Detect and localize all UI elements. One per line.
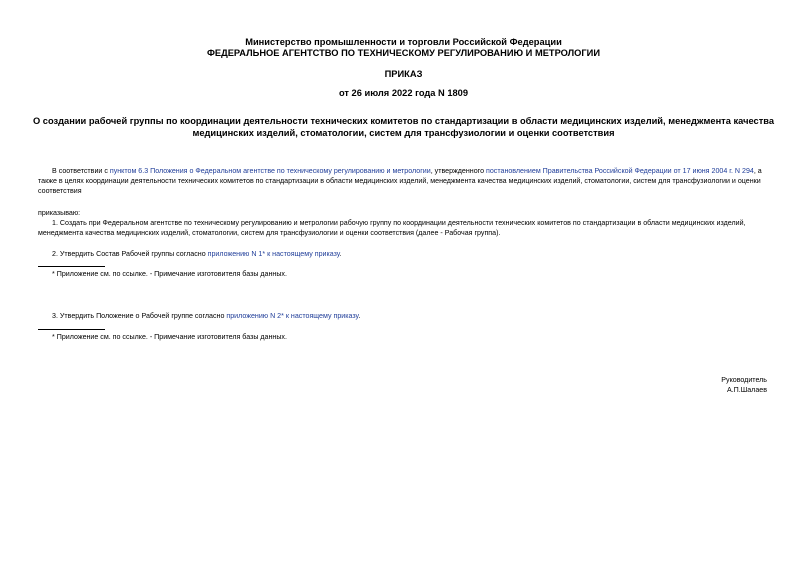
item-3 — [38, 311, 768, 321]
intro-text-3: , а также в целях координации деятельности технических комитетов по стандартизации в области медицинских изделий, менеджмента качества медицинских изделий, стоматологии, систем для трансфузиологии и оценки соответствия — [38, 167, 762, 195]
document-title: О создании рабочей группы по координации деятельности технических комитетов по стандартизации в области медицинских изделий, менеджмента качества медицинских изделий, стоматологии, систем для трансфузиологии и оценки соответствия — [32, 116, 775, 138]
item-1: 1. Создать при Федеральном агентстве по техническому регулированию и метрологии рабочую группу по координации деятельности технических комитетов по стандартизации в области медицинских изделий, менеджмента качества медицинских изделий, стоматологии, систем для трансфузиологии и оценки соответствия (далее - Рабочая группа). — [38, 219, 746, 237]
signature-position: Руководитель — [721, 376, 767, 384]
regulation-link[interactable]: пунктом 6.3 Положения о Федеральном агентстве по техническому регулированию и метрологии — [109, 167, 431, 175]
government-decree-link[interactable]: постановлением Правительства Российской Федерации от 17 июня 2004 г. N 294 — [486, 167, 754, 175]
footnote-2: * Приложение см. по ссылке. - Примечание изготовителя базы данных. — [52, 333, 287, 341]
footnote-divider-2 — [38, 329, 105, 330]
document-date-number: от 26 июля 2022 года N 1809 — [338, 88, 469, 98]
appendix-1-link[interactable]: приложению N 1* к настоящему приказу — [207, 250, 340, 258]
item-2-text: 2. Утвердить Состав Рабочей группы согласно — [52, 250, 208, 258]
document-type: ПРИКАЗ — [384, 69, 423, 79]
intro-text-1: В соответствии с — [52, 167, 110, 175]
signature-name: А.П.Шалаев — [726, 386, 767, 394]
footnote-1: * Приложение см. по ссылке. - Примечание изготовителя базы данных. — [52, 270, 287, 278]
intro-paragraph — [38, 166, 768, 196]
item-2-end: . — [339, 250, 342, 258]
ministry-name: Министерство промышленности и торговли Российской Федерации — [245, 37, 562, 47]
item-2 — [38, 249, 768, 259]
item-3-end: . — [358, 312, 361, 320]
agency-name: ФЕДЕРАЛЬНОЕ АГЕНТСТВО ПО ТЕХНИЧЕСКОМУ РЕГУЛИРОВАНИЮ И МЕТРОЛОГИИ — [206, 48, 601, 58]
footnote-divider-1 — [38, 266, 105, 267]
intro-text-2: , утвержденного — [430, 167, 486, 175]
appendix-2-link[interactable]: приложению N 2* к настоящему приказу — [226, 312, 359, 320]
order-word: приказываю: — [38, 209, 81, 217]
item-3-text: 3. Утвердить Положение о Рабочей группе согласно — [52, 312, 227, 320]
